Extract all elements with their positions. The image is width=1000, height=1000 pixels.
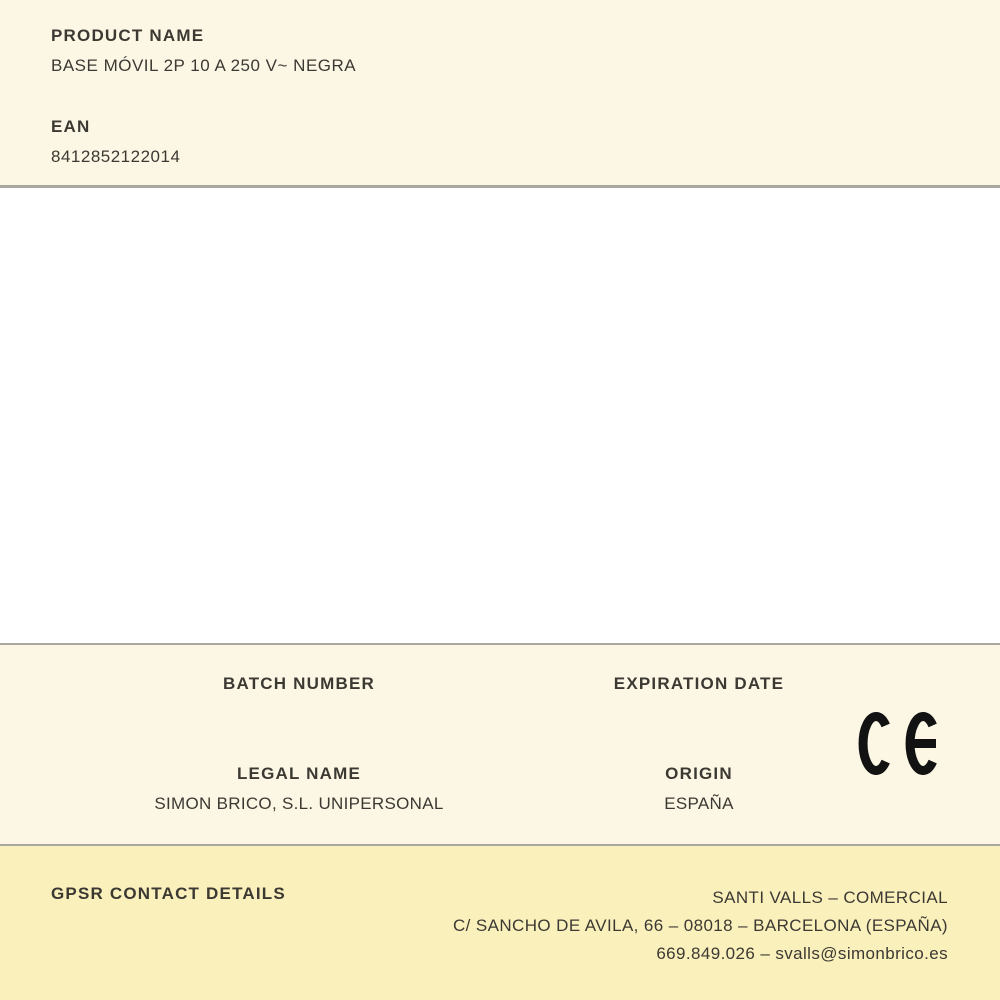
batch-number-label: BATCH NUMBER	[223, 674, 375, 693]
gpsr-contact-section	[0, 846, 1000, 1000]
origin-label: ORIGIN	[665, 764, 733, 783]
product-header-section	[0, 0, 1000, 188]
compliance-info-section	[0, 643, 1000, 846]
expiration-date-block	[499, 674, 899, 694]
legal-name-label: LEGAL NAME	[236, 764, 362, 783]
ean-label: EAN	[51, 117, 91, 136]
contact-phone-email-line: 669.849.026 – svalls@simonbrico.es	[656, 944, 948, 963]
gpsr-contact-lines	[453, 884, 948, 968]
legal-name-block	[99, 764, 499, 814]
batch-number-block	[99, 674, 499, 694]
contact-person-line: SANTI VALLS – COMERCIAL	[712, 888, 948, 907]
expiration-date-label: EXPIRATION DATE	[613, 674, 785, 693]
product-name-value: BASE MÓVIL 2P 10 A 250 V~ NEGRA	[51, 56, 357, 75]
ean-value: 8412852122014	[51, 147, 181, 166]
origin-block	[499, 764, 899, 814]
gpsr-contact-label: GPSR CONTACT DETAILS	[51, 884, 286, 903]
origin-value: ESPAÑA	[664, 794, 734, 813]
product-name-label: PRODUCT NAME	[51, 26, 205, 45]
product-image-placeholder	[0, 188, 1000, 643]
legal-origin-row	[99, 764, 899, 814]
ce-mark-icon	[858, 712, 941, 775]
batch-expiration-row	[99, 674, 899, 694]
legal-name-value: SIMON BRICO, S.L. UNIPERSONAL	[154, 794, 444, 813]
contact-address-line: C/ SANCHO DE AVILA, 66 – 08018 – BARCELONA (ESPAÑA)	[452, 916, 948, 935]
